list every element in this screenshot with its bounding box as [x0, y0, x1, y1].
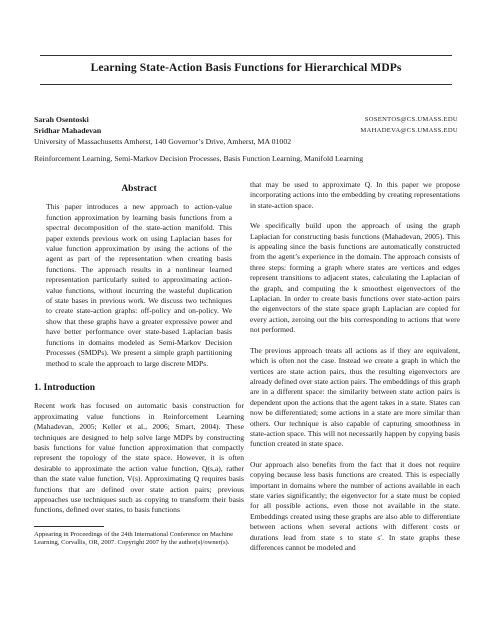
author-name: Sridhar Mahadevan — [34, 126, 102, 135]
paper-title: Learning State-Action Basis Functions for Hierarchical MDPs — [90, 62, 402, 74]
body-paragraph: The previous approach treats all actions as if they are equivalent, which is often not the case. Instead we create a graph in which the vertices are state action pairs, thus the resulting eigenvectors are already defined over state action pairs. The embeddings of this graph are in a different space: the similarity between state action pairs is dependent upon the actions that the agent takes in a state. States can now be differentiated; some actions in a state are more similar than others. Our technique is also capable of capturing smoothness in state-action space. This will not necessarily happen by copying basis function created in state space. — [250, 345, 460, 449]
author-email: SOSENTOS@CS.UMASS.EDU — [364, 116, 458, 123]
intro-paragraph: Recent work has focused on automatic basis construction for approximating value functions in Reinforcement Learning (Mahadevan, 2005; Keller et al., 2006; Smart, 2004). These techniques are designed to help solve large MDPs by constructing basis functions for value function approximation that compactly represent the topology of the state space. However, it is often desirable to approximate the action value function, Q(s,a), rather than the state value function, V(s). Approximating Q requires basis functions that are defined over state action pairs; previous approaches use techniques such as copying to transform their basis functions, defined over states, to basis functions — [34, 401, 244, 515]
abstract-heading: Abstract — [121, 184, 157, 194]
abstract-text: This paper introduces a new approach to action-value function approximation by learning basis functions from a spectral decomposition of the state-action manifold. This paper extends previous work on using Laplacian bases for value function approximation by using the actions of the agent as part of the representation when creating basis functions. The approach results in a nonlinear learned representation particularly suited to approximating action-value functions, without incurring the wasteful duplication of state bases in previous work. We discuss two techniques to create state-action graphs: off-policy and on-policy. We show that these graphs have a greater expressive power and have better performance over state-based Laplacian basis functions in domains modeled as Semi-Markov Decision Processes (SMDPs). We present a simple graph partitioning method to scale the approach to large discrete MDPs. — [46, 202, 232, 368]
title-bottom-rule — [40, 84, 452, 85]
email-list — [360, 114, 458, 136]
author-name: Sarah Osentoski — [34, 115, 89, 124]
footnote: Appearing in Proceedings of the 24th International Conference on Machine Learning, Corvallis, OR, 2007. Copyright 2007 by the author(s)/owner(s). — [34, 530, 234, 547]
keywords: Reinforcement Learning, Semi-Markov Decision Processes, Basis Function Learning, Manifold Learning — [34, 154, 364, 163]
right-column — [250, 180, 460, 563]
footnote-rule — [34, 526, 104, 527]
body-paragraph: We specifically build upon the approach of using the graph Laplacian for constructing basis functions (Mahadevan, 2005). This is appealing since the basis functions are automatically constructed from the agent’s experience in the domain. The approach consists of three steps: forming a graph where states are vertices and edges represent transitions to adjacent states, calculating the Laplacian of the graph, and computing the k smoothest eigenvectors of the Laplacian. In order to create basis functions over state-action pairs the eigenvectors of the state space graph Laplacian are copied for every action, zeroing out the bits corresponding to actions that were not performed. — [250, 221, 460, 335]
left-column — [34, 180, 244, 548]
body-paragraph: Our approach also benefits from the fact that it does not require copying because less basis functions are created. This is especially important in domains where the number of actions available in each state varies significantly; the eigenvector for a state must be copied for all possible actions, even those not available in the state. Embeddings created using these graphs are also able to differentiate between actions when several actions with different costs or durations lead from state s to state s′. In state graphs these differences cannot be modeled and — [250, 459, 460, 552]
section-heading: 1. Introduction — [34, 382, 96, 393]
title-top-rule — [40, 55, 452, 56]
body-paragraph: that may be used to approximate Q. In this paper we propose incorporating actions into the embedding by creating representations in state-action space. — [250, 180, 460, 210]
affiliation: University of Massachusetts Amherst, 140 Governor’s Drive, Amherst, MA 01002 — [34, 137, 292, 146]
author-email: MAHADEVA@CS.UMASS.EDU — [360, 127, 458, 134]
author-list — [34, 114, 101, 136]
